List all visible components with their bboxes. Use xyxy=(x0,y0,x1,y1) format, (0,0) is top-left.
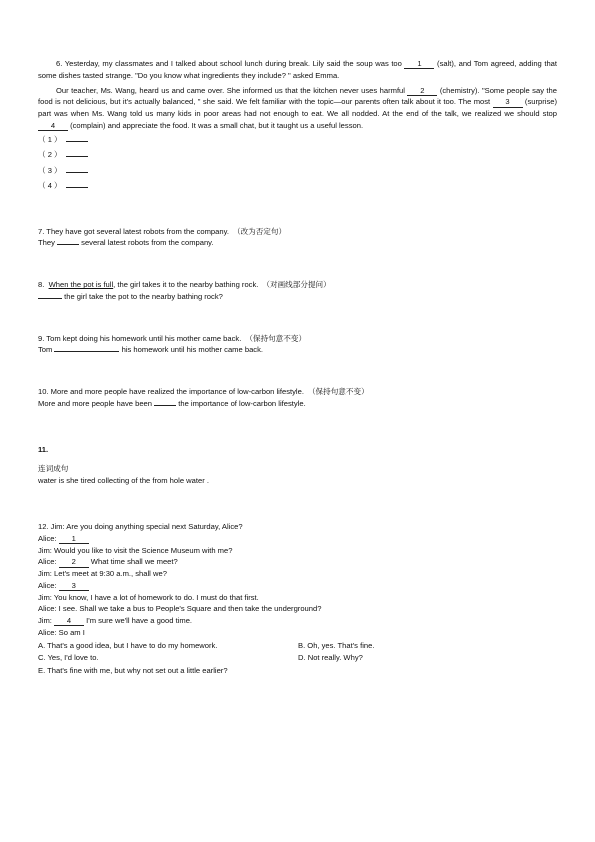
q6-text: Our teacher, Ms. Wang, heard us and came over. She informed us that the kitchen never uses harmful xyxy=(56,85,408,95)
question-6 xyxy=(38,58,557,196)
dialogue-text: Alice: I see. Shall we take a bus to People's Square and then take the underground? xyxy=(38,604,322,614)
q6-text: (salt), and Tom agreed, adding that some dishes tasted strange. "Do you know what ingredients they include? " asked Emma. xyxy=(38,59,558,80)
answer-label: （ 4 ） xyxy=(38,181,62,191)
dialogue-line xyxy=(38,615,557,627)
q7-answer-end: several latest robots from the company. xyxy=(81,238,214,248)
q12-option-c[interactable]: C. Yes, I'd love to. xyxy=(38,653,99,663)
answer-label: （ 3 ） xyxy=(38,165,62,175)
q7-blank[interactable] xyxy=(57,244,79,245)
answer-row xyxy=(38,149,557,165)
dialogue-blank[interactable]: 3 xyxy=(59,582,89,591)
q9-sentence: 9. Tom kept doing his homework until his mother came back. xyxy=(38,333,242,343)
q12-dialogue xyxy=(38,521,557,639)
q6-text: (complain) and appreciate the food. It was a small chat, but it taught us a useful lesson. xyxy=(68,120,364,130)
q8-answer-end: the girl take the pot to the nearby bathing rock? xyxy=(64,291,223,301)
dialogue-text: I'm sure we'll have a good time. xyxy=(84,616,193,626)
dialogue-line xyxy=(38,592,557,604)
q10-answer-end: the importance of low-carbon lifestyle. xyxy=(178,398,306,408)
answer-label: （ 2 ） xyxy=(38,150,62,160)
q6-answer-list xyxy=(38,134,557,196)
q6-blank-1[interactable]: 1 xyxy=(404,60,434,69)
dialogue-text: Jim: You know, I have a lot of homework to do. I must do that first. xyxy=(38,592,259,602)
answer-row xyxy=(38,134,557,150)
dialogue-text: What time shall we meet? xyxy=(88,557,178,567)
q8-blank[interactable] xyxy=(38,298,62,299)
dialogue-text: Alice: xyxy=(38,533,59,543)
dialogue-line xyxy=(38,568,557,580)
q9-blank[interactable] xyxy=(54,351,119,352)
q7-answer-line xyxy=(38,237,557,249)
dialogue-text: Alice: xyxy=(38,580,59,590)
q11-number: 11. xyxy=(38,444,49,454)
q9-answer-line xyxy=(38,344,557,356)
question-11 xyxy=(38,444,557,487)
q10-answer-start: More and more people have been xyxy=(38,398,152,408)
dialogue-line xyxy=(38,603,557,615)
q8-number: 8. xyxy=(38,280,45,290)
question-12 xyxy=(38,521,557,677)
q9-answer-start: Tom xyxy=(38,345,53,355)
answer-blank[interactable] xyxy=(66,141,88,142)
dialogue-line xyxy=(38,627,557,639)
q7-instruction: （改为否定句） xyxy=(232,226,287,236)
dialogue-text: Alice: So am I xyxy=(38,627,85,637)
dialogue-text: 12. Jim: Are you doing anything special next Saturday, Alice? xyxy=(38,522,243,532)
q11-title: 连词成句 xyxy=(38,464,69,474)
q12-option-a[interactable]: A. That's a good idea, but I have to do my homework. xyxy=(38,640,218,650)
q12-options xyxy=(38,640,557,677)
answer-row xyxy=(38,165,557,181)
q10-prompt xyxy=(38,386,557,398)
q8-prompt xyxy=(38,279,557,291)
dialogue-text: Alice: xyxy=(38,557,59,567)
q10-instruction: （保持句意不变） xyxy=(307,387,369,397)
answer-blank[interactable] xyxy=(66,156,88,157)
q12-option-e[interactable]: E. That's fine with me, but why not set out a little earlier? xyxy=(38,666,228,676)
q6-blank-2[interactable]: 2 xyxy=(407,87,437,96)
dialogue-blank[interactable]: 1 xyxy=(59,535,89,544)
dialogue-blank[interactable]: 4 xyxy=(54,617,84,626)
q8-sentence: , the girl takes it to the nearby bathing rock. xyxy=(113,280,259,290)
answer-blank[interactable] xyxy=(66,172,88,173)
q9-instruction: （保持句意不变） xyxy=(245,333,307,343)
dialogue-line xyxy=(38,580,557,592)
dialogue-line xyxy=(38,521,557,533)
q6-blank-3[interactable]: 3 xyxy=(493,98,523,107)
question-8 xyxy=(38,279,557,303)
q6-text: (chemistry). "Some people say the food is not delicious, but it's actually balanced, " she said. We felt familiar with the topic—our parents often talk about it too. The most xyxy=(38,85,557,107)
q6-text: 6. Yesterday, my classmates and I talked about school lunch during break. Lily said the soup was too xyxy=(56,59,405,68)
q9-prompt xyxy=(38,333,557,345)
q7-answer-start: They xyxy=(38,238,55,248)
q6-paragraph-2 xyxy=(38,85,557,132)
answer-blank[interactable] xyxy=(66,187,88,188)
dialogue-text: Jim: Let's meet at 9:30 a.m., shall we? xyxy=(38,569,167,579)
q7-sentence: 7. They have got several latest robots from the company. xyxy=(38,226,229,236)
q6-blank-4[interactable]: 4 xyxy=(38,122,68,131)
q6-paragraph-1 xyxy=(38,58,557,82)
dialogue-text: Jim: Would you like to visit the Science Museum with me? xyxy=(38,545,233,555)
q10-answer-line xyxy=(38,398,557,410)
q10-blank[interactable] xyxy=(154,405,176,406)
question-9 xyxy=(38,333,557,357)
q7-prompt xyxy=(38,226,557,238)
q12-option-b[interactable]: B. Oh, yes. That's fine. xyxy=(298,640,375,650)
q10-sentence: 10. More and more people have realized the importance of low-carbon lifestyle. xyxy=(38,387,304,397)
dialogue-blank[interactable]: 2 xyxy=(59,558,89,567)
question-10 xyxy=(38,386,557,410)
dialogue-line xyxy=(38,533,557,545)
q6-text: (surprise) part was when Ms. Wang told us many kids in poor areas had not enough to eat. We all nodded. At the end of the talk, we realized we should stop xyxy=(38,97,557,119)
answer-row xyxy=(38,180,557,196)
q8-instruction: （对画线部分提问） xyxy=(262,280,331,290)
q12-option-d[interactable]: D. Not really. Why? xyxy=(298,653,363,663)
dialogue-text: Jim: xyxy=(38,616,55,626)
dialogue-line xyxy=(38,556,557,568)
q8-underlined-part: When the pot is full xyxy=(48,280,114,290)
dialogue-line xyxy=(38,545,557,557)
question-7 xyxy=(38,226,557,250)
q9-answer-end: his homework until his mother came back. xyxy=(121,345,263,355)
answer-label: （ 1 ） xyxy=(38,134,62,144)
q11-words: water is she tired collecting of the from hole water . xyxy=(38,476,209,486)
q8-answer-line xyxy=(38,291,557,303)
